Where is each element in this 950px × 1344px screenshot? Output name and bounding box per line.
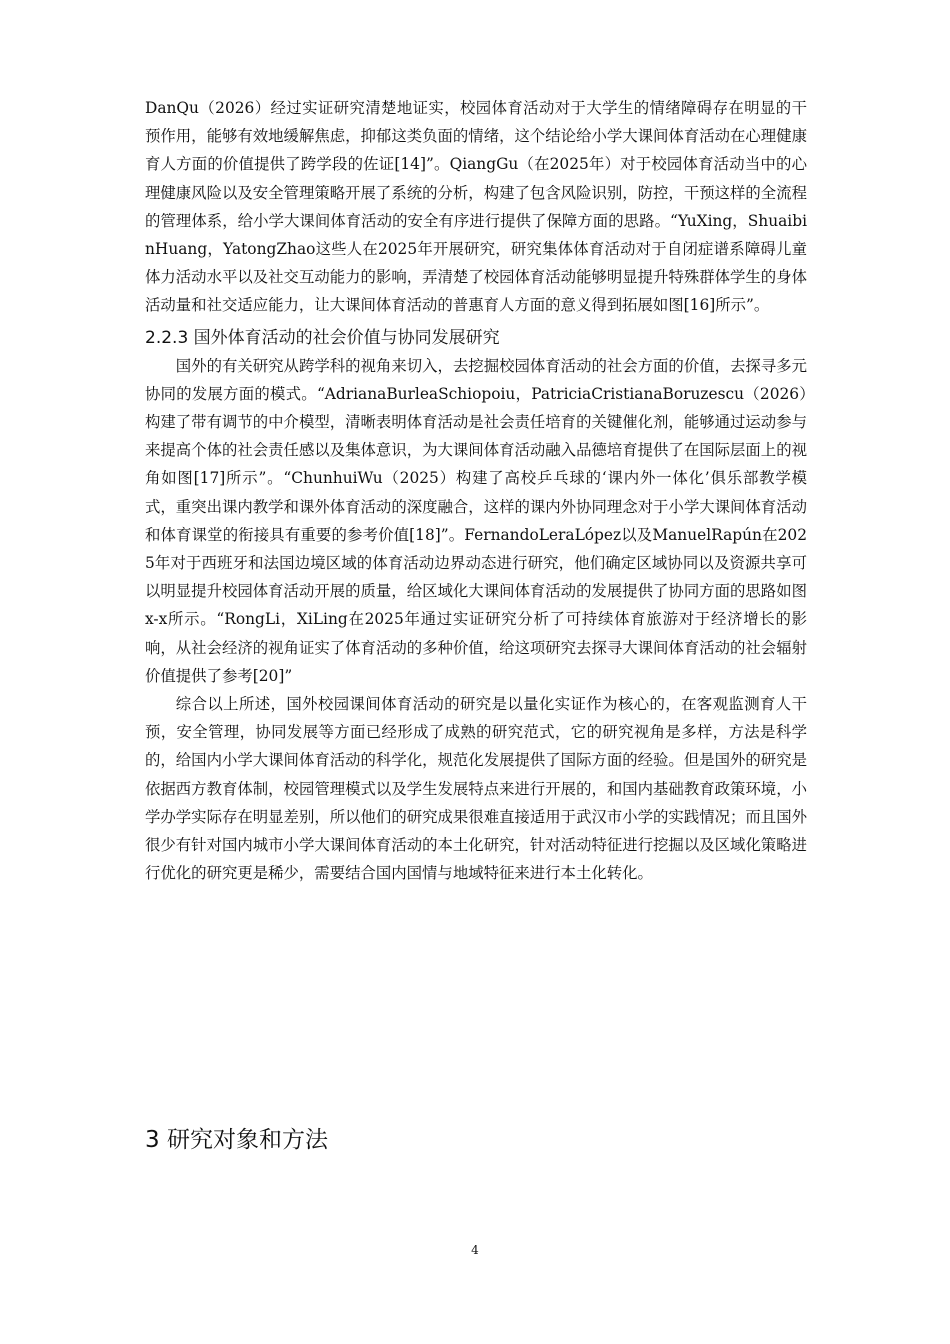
chapter-heading-3: 3 研究对象和方法 bbox=[145, 1127, 328, 1153]
paragraph-social-value-studies: 国外的有关研究从跨学科的视角来切入，去挖掘校园体育活动的社会方面的价值，去探寻多元协同的发展方面的模式。“AdrianaBurleaSchiopoiu，PatriciaCristianaBoruzescu（2026）构建了带有调节的中介模型，清晰表明体育活动是社会责任培育的关键催化剂，能够通过运动参与来提高个体的社会责任感以及集体意识，为大课间体育活动融入品德培育提供了在国际层面上的视角如图[17]所示”。“ChunhuiWu（2025）构建了高校乒乓球的‘课内外一体化’俱乐部教学模式，重突出课内教学和课外体育活动的深度融合，这样的课内外协同理念对于小学大课间体育活动和体育课堂的衔接具有重要的参考价值[18]”。FernandoLeraLópez以及ManuelRapún在2025年对于西班牙和法国边境区域的体育活动边界动态进行研究，他们确定区域协同以及资源共享可以明显提升校园体育活动开展的质量，给区域化大课间体育活动的发展提供了协同方面的思路如图x-x所示。“RongLi，XiLing在2025年通过实证研究分析了可持续体育旅游对于经济增长的影响，从社会经济的视角证实了体育活动的多种价值，给这项研究去探寻大课间体育活动的社会辐射价值提供了参考[20]” bbox=[145, 356, 807, 685]
section-heading-2-2-3: 2.2.3 国外体育活动的社会价值与协同发展研究 bbox=[145, 327, 500, 348]
document-body bbox=[145, 94, 807, 887]
paragraph-summary: 综合以上所述，国外校园课间体育活动的研究是以量化实证作为核心的，在客观监测育人干预，安全管理，协同发展等方面已经形成了成熟的研究范式，它的研究视角是多样，方法是科学的，给国内小学大课间体育活动的科学化，规范化发展提供了国际方面的经验。但是国外的研究是依据西方教育体制，校园管理模式以及学生发展特点来进行开展的，和国内基础教育政策环境，小学办学实际存在明显差别，所以他们的研究成果很难直接适用于武汉市小学的实践情况；而且国外很少有针对国内城市小学大课间体育活动的本土化研究，针对活动特征进行挖掘以及区域化策略进行优化的研究更是稀少，需要结合国内国情与地域特征来进行本土化转化。 bbox=[145, 695, 807, 883]
paragraph-mental-health-studies: DanQu（2026）经过实证研究清楚地证实，校园体育活动对于大学生的情绪障碍存在明显的干预作用，能够有效地缓解焦虑，抑郁这类负面的情绪，这个结论给小学大课间体育活动在心理健康育人方面的价值提供了跨学段的佐证[14]”。QiangGu（在2025年）对于校园体育活动当中的心理健康风险以及安全管理策略开展了系统的分析，构建了包含风险识别，防控，干预这样的全流程的管理体系，给小学大课间体育活动的安全有序进行提供了保障方面的思路。“YuXing，ShuaibinHuang，YatongZhao这些人在2025年开展研究，研究集体体育活动对于自闭症谱系障碍儿童体力活动水平以及社交互动能力的影响，弄清楚了校园体育活动能够明显提升特殊群体学生的身体活动量和社交适应能力，让大课间体育活动的普惠育人方面的意义得到拓展如图[16]所示”。 bbox=[145, 99, 807, 315]
page-number: 4 bbox=[471, 1243, 479, 1257]
